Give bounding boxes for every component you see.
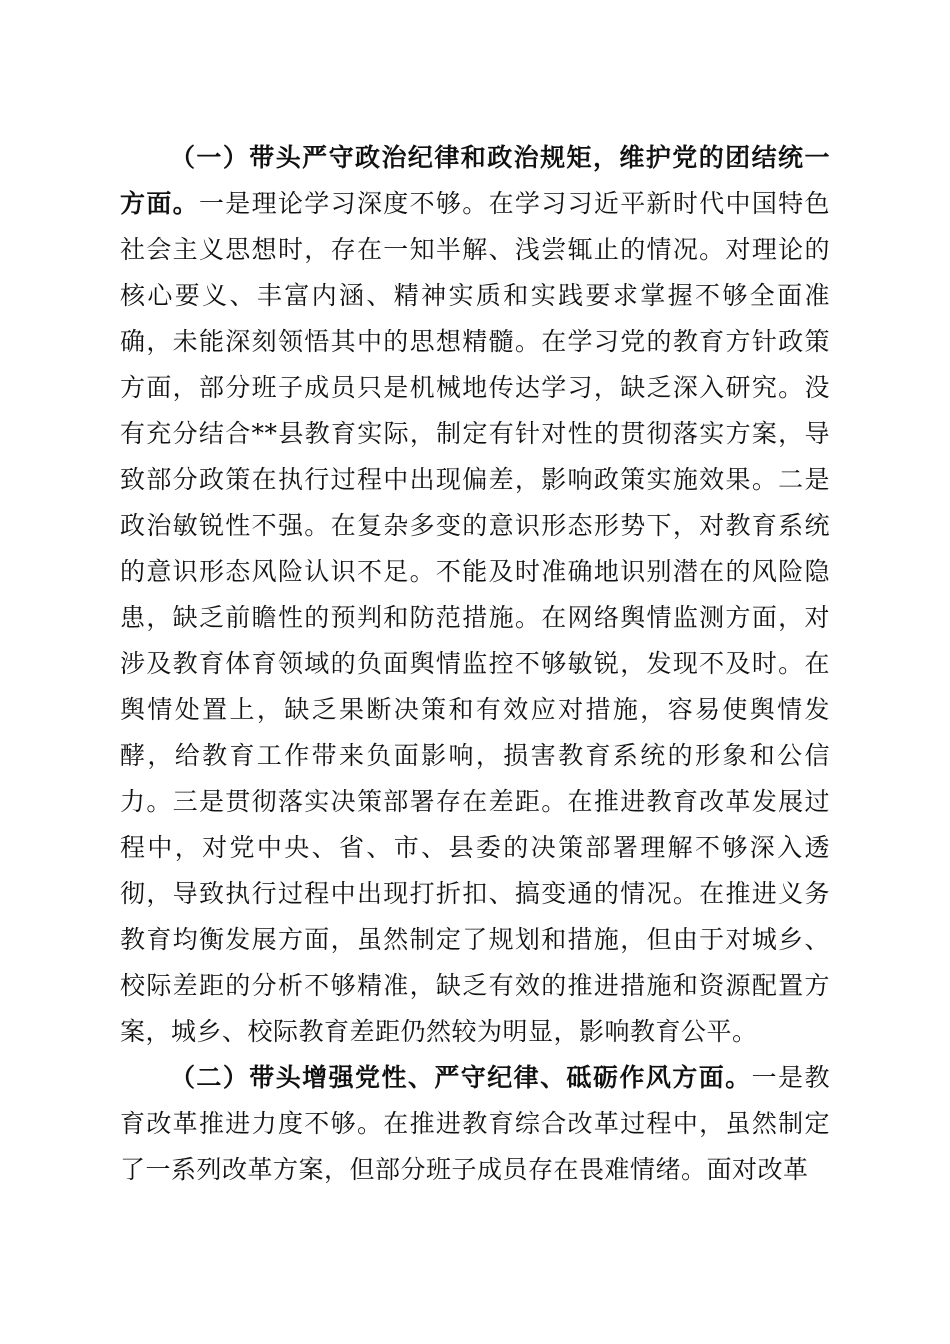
paragraph-1-body: 一是理论学习深度不够。在学习习近平新时代中国特色社会主义思想时，存在一知半解、浅尝辄止的情况。对理论的核心要义、丰富内涵、精神实质和实践要求掌握不够全面准确，未能深刻领悟其中的思想精髓。在学习党的教育方针政策方面，部分班子成员只是机械地传达学习，缺乏深入研究。没有充分结合**县教育实际，制定有针对性的贯彻落实方案，导致部分政策在执行过程中出现偏差，影响政策实施效果。二是政治敏锐性不强。在复杂多变的意识形态形势下，对教育系统的意识形态风险认识不足。不能及时准确地识别潜在的风险隐患，缺乏前瞻性的预判和防范措施。在网络舆情监测方面，对涉及教育体育领域的负面舆情监控不够敏锐，发现不及时。在舆情处置上，缺乏果断决策和有效应对措施，容易使舆情发酵，给教育工作带来负面影响，损害教育系统的形象和公信力。三是贯彻落实决策部署存在差距。在推进教育改革发展过程中，对党中央、省、市、县委的决策部署理解不够深入透彻，导致执行过程中出现打折扣、搞变通的情况。在推进义务教育均衡发展方面，虽然制定了规划和措施，但由于对城乡、校际差距的分析不够精准，缺乏有效的推进措施和资源配置方案，城乡、校际教育差距仍然较为明显，影响教育公平。 [120, 189, 830, 1046]
paragraph-2-heading: （二）带头增强党性、严守纪律、砥砺作风方面。 [170, 1063, 752, 1092]
paragraph-1-heading: （一）带头严守政治纪律和政治规矩，维护党的团结统一方面。 [120, 143, 830, 218]
paragraph-2 [120, 1055, 830, 1193]
paragraph-1 [120, 135, 830, 1055]
document-body [120, 135, 830, 1193]
paragraph-2-body: 一是教育改革推进力度不够。在推进教育综合改革过程中，虽然制定了一系列改革方案，但部分班子成员存在畏难情绪。面对改革 [120, 1063, 830, 1184]
